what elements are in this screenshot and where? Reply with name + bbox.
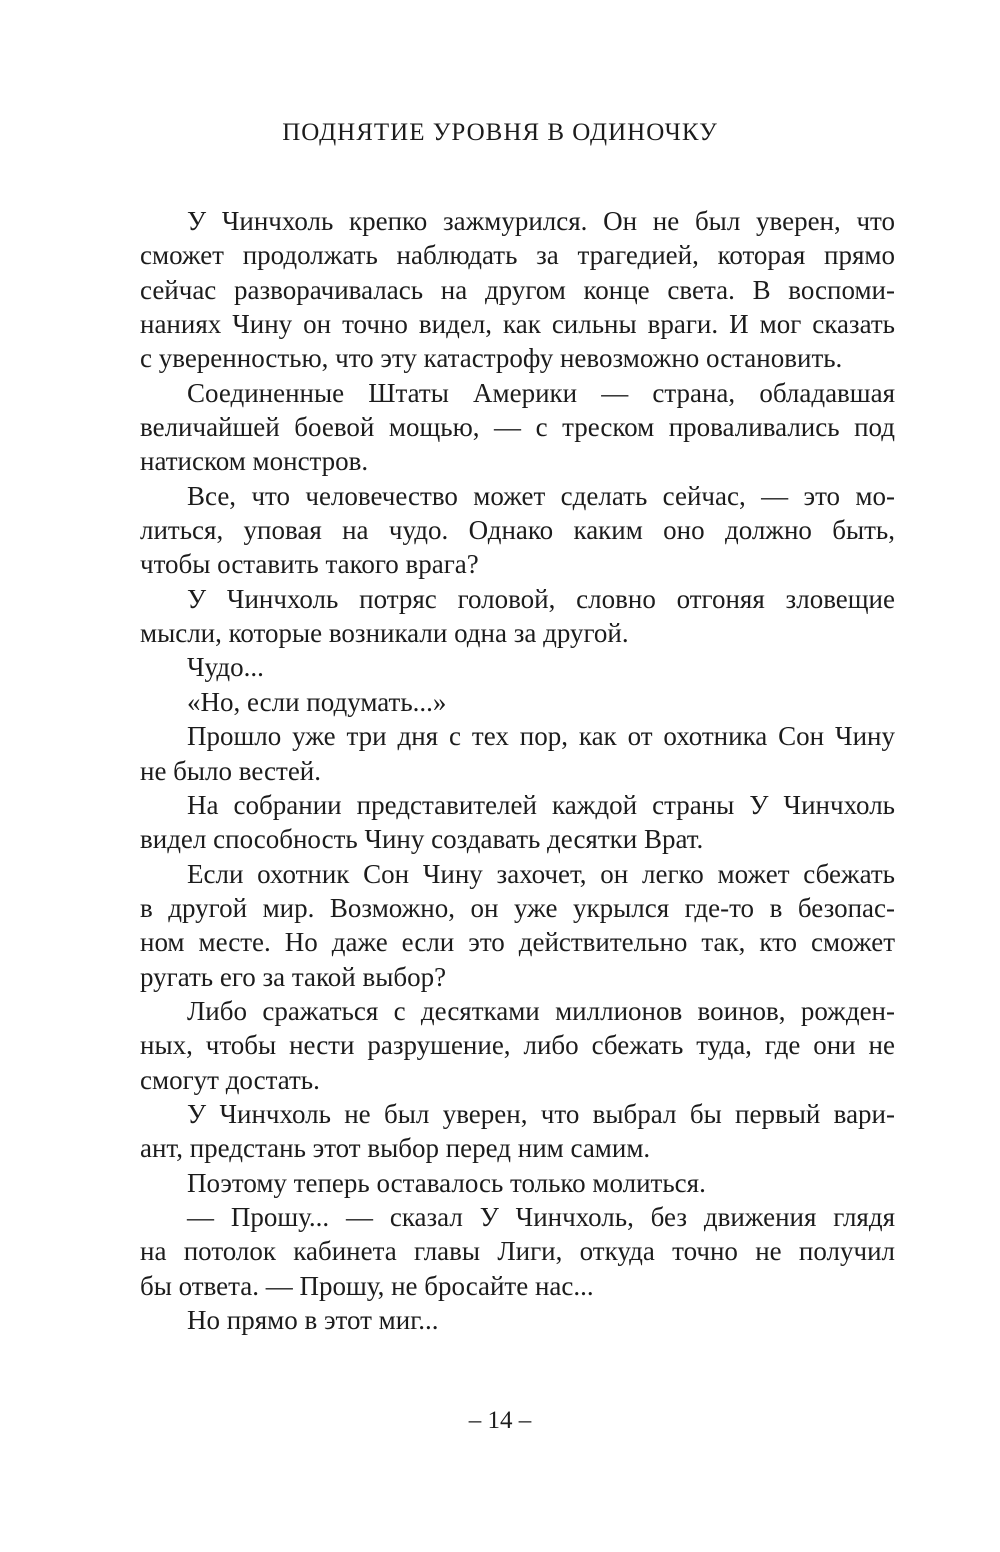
paragraph — [140, 376, 895, 479]
text-line: наниях Чину он точно видел, как сильны враги. И мог сказать — [140, 309, 895, 340]
paragraph — [140, 719, 895, 788]
text-line: Прошло уже три дня с тех пор, как от охотника Сон Чину — [187, 721, 895, 752]
text-line: Поэтому теперь оставалось только молиться. — [187, 1167, 706, 1198]
paragraph — [140, 650, 895, 684]
text-line: Либо сражаться с десятками миллионов воинов, рожден- — [187, 995, 895, 1026]
running-head: ПОДНЯТИЕ УРОВНЯ В ОДИНОЧКУ — [282, 119, 718, 146]
paragraph — [140, 1097, 895, 1166]
text-line: Соединенные Штаты Америки — страна, обладавшая — [187, 377, 895, 408]
paragraph — [140, 788, 895, 857]
text-line: ных, чтобы нести разрушение, либо сбежать туда, где они не — [140, 1030, 895, 1061]
paragraph — [140, 1303, 895, 1337]
text-line: с уверенностью, что эту катастрофу невозможно остановить. — [140, 343, 843, 374]
text-line: сейчас разворачивалась на другом конце света. В воспоми- — [140, 274, 895, 305]
paragraph — [140, 685, 895, 719]
text-line: Все, что человечество может сделать сейчас, — это мо- — [187, 480, 895, 511]
text-line: Если охотник Сон Чину захочет, он легко может сбежать — [187, 858, 895, 889]
text-line: У Чинчхоль крепко зажмурился. Он не был уверен, что — [187, 206, 895, 236]
text-line: — Прошу... — сказал У Чинчхоль, без движения глядя — [187, 1201, 895, 1232]
text-line: ругать его за такой выбор? — [140, 961, 447, 992]
text-line: ном месте. Но даже если это действительно так, кто сможет — [140, 927, 895, 958]
text-line: На собрании представителей каждой страны У Чинчхоль — [187, 789, 895, 820]
text-line: натиском монстров. — [140, 446, 369, 477]
text-line: мысли, которые возникали одна за другой. — [140, 618, 629, 649]
text-line: не было вестей. — [140, 755, 321, 786]
text-line: Но прямо в этот миг... — [187, 1305, 439, 1335]
text-line: бы ответа. — Прошу, не бросайте нас... — [140, 1270, 594, 1301]
text-line: на потолок кабинета главы Лиги, откуда точно не получил — [140, 1236, 895, 1267]
text-line: Чудо... — [187, 652, 264, 683]
paragraph — [140, 582, 895, 651]
paragraph — [140, 1166, 895, 1200]
text-line: ант, предстань этот выбор перед ним самим. — [140, 1133, 651, 1164]
text-line: в другой мир. Возможно, он уже укрылся где-то в безопас- — [140, 892, 895, 923]
text-line: сможет продолжать наблюдать за трагедией, которая прямо — [140, 240, 895, 271]
paragraph — [140, 994, 895, 1097]
text-line: величайшей боевой мощью, — с треском проваливались под — [140, 412, 895, 443]
page-number: – 14 – — [468, 1407, 532, 1434]
text-line: «Но, если подумать...» — [187, 686, 447, 717]
text-line: чтобы оставить такого врага? — [140, 549, 479, 580]
text-line: смогут достать. — [140, 1064, 320, 1095]
paragraph — [140, 479, 895, 582]
text-line: литься, уповая на чудо. Однако каким оно должно быть, — [140, 515, 895, 546]
body-text — [140, 204, 895, 1337]
paragraph — [140, 857, 895, 994]
paragraph — [140, 1200, 895, 1303]
paragraph — [140, 204, 895, 376]
text-line: видел способность Чину создавать десятки Врат. — [140, 824, 704, 855]
text-line: У Чинчхоль потряс головой, словно отгоняя зловещие — [187, 583, 895, 614]
text-line: У Чинчхоль не был уверен, что выбрал бы первый вари- — [187, 1098, 895, 1129]
